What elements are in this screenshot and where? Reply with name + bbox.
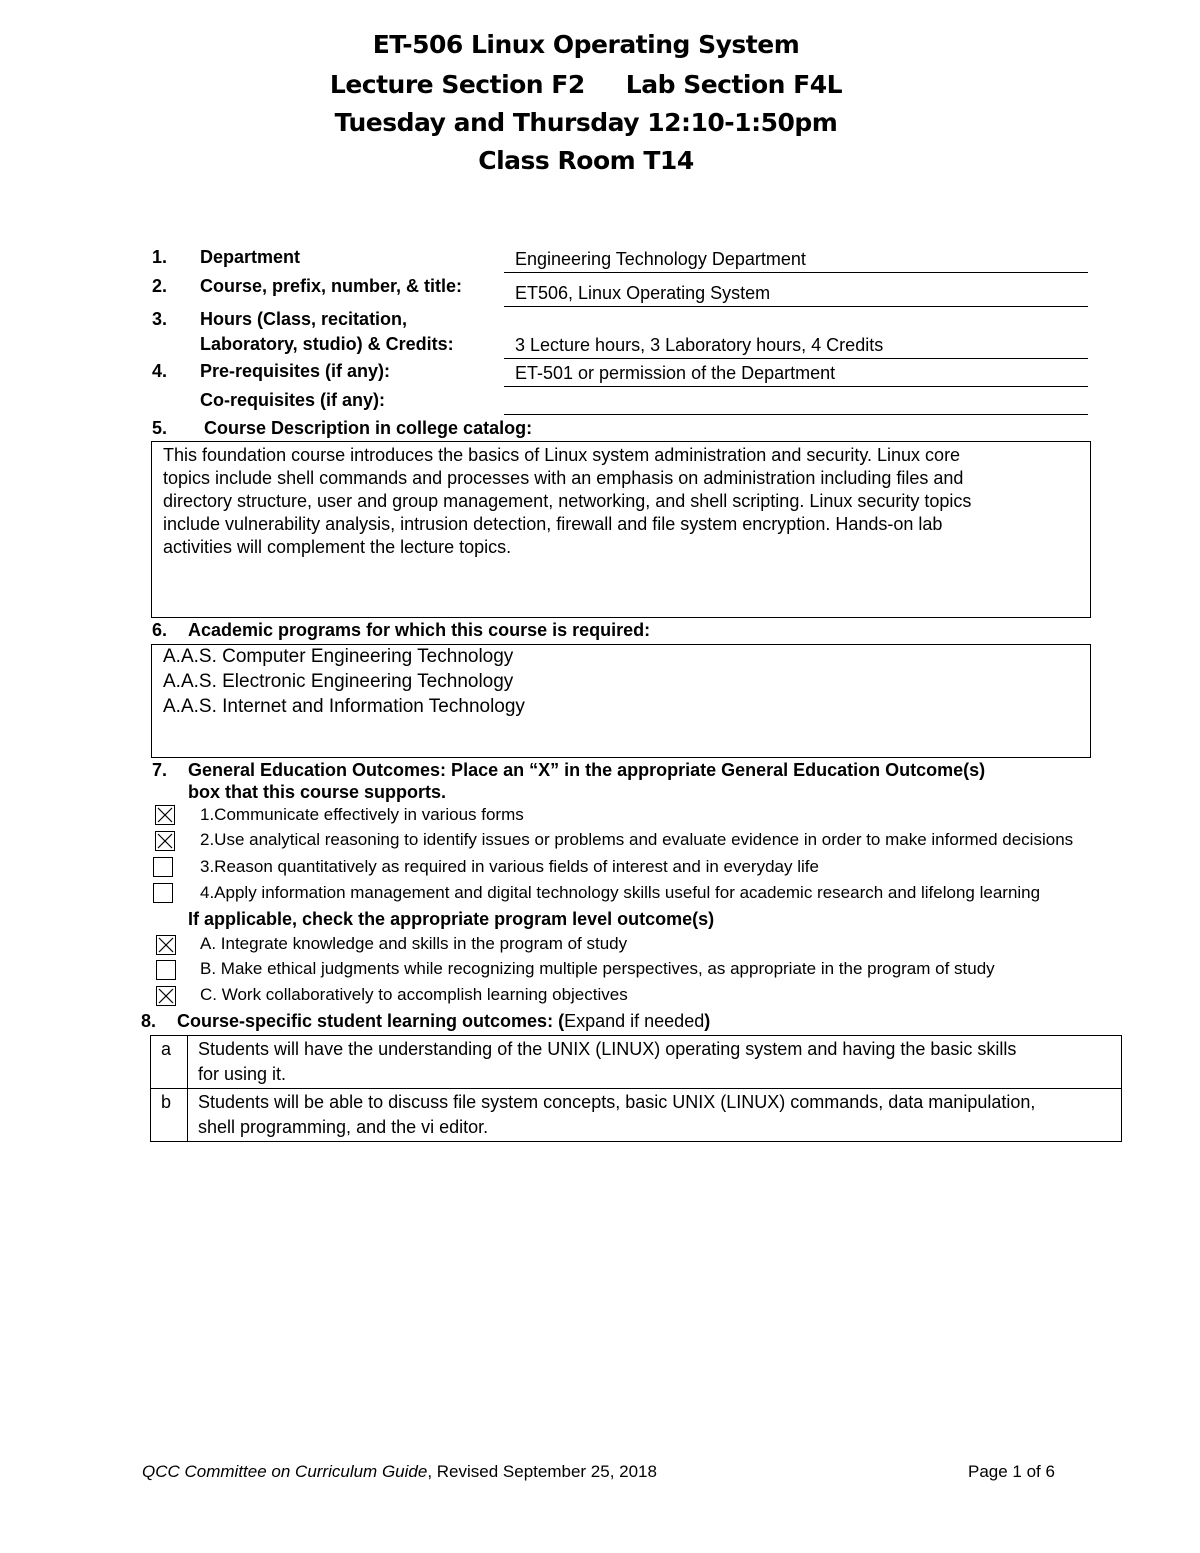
slo-text xyxy=(188,1036,1122,1089)
program-outcome-b: B. Make ethical judgments while recognizing multiple perspectives, as appropriate in the program of study xyxy=(200,959,995,978)
course-label: Course, prefix, number, & title: xyxy=(200,276,463,296)
description-heading: Course Description in college catalog: xyxy=(204,418,533,438)
slo-text-line: for using it. xyxy=(198,1064,287,1084)
slo-paren-open: ( xyxy=(558,1011,565,1031)
description-line: include vulnerability analysis, intrusion detection, firewall and file system encryption. Hands-on lab xyxy=(163,514,943,534)
program-outcome-checkbox-b[interactable] xyxy=(156,960,176,980)
slo-text-line: Students will be able to discuss file system concepts, basic UNIX (LINUX) commands, data manipulation, xyxy=(198,1092,1036,1112)
description-line: directory structure, user and group management, networking, and shell scripting. Linux security topics xyxy=(163,491,972,511)
program-outcome-checkbox-c[interactable] xyxy=(156,986,176,1006)
slo-heading-text: Course-specific student learning outcomes: xyxy=(177,1011,554,1031)
program-outcome-a: A. Integrate knowledge and skills in the program of study xyxy=(200,934,628,953)
description-text xyxy=(163,444,1073,559)
coreq-label: Co-requisites (if any): xyxy=(200,390,386,410)
gen-ed-outcome-2: 2.Use analytical reasoning to identify issues or problems and evaluate evidence in order to make informed decisions xyxy=(200,830,1074,849)
footer-guide xyxy=(142,1462,657,1482)
hours-label-line2: Laboratory, studio) & Credits: xyxy=(200,334,454,354)
gen-ed-checkbox-1[interactable] xyxy=(155,805,175,825)
description-line: activities will complement the lecture topics. xyxy=(163,537,512,557)
gen-ed-checkbox-2[interactable] xyxy=(155,831,175,851)
prereq-value: ET-501 or permission of the Department xyxy=(515,363,836,383)
slo-note: Expand if needed xyxy=(564,1011,705,1031)
section-number: 5. xyxy=(152,418,168,438)
gen-ed-heading-line1: General Education Outcomes: Place an “X” in the appropriate General Education Outcome(s) xyxy=(188,760,986,780)
section-info: Lecture Section F2 Lab Section F4L xyxy=(329,70,843,99)
field-number: 3. xyxy=(152,309,168,329)
hours-label-line1: Hours (Class, recitation, xyxy=(200,309,408,329)
slo-text-line: Students will have the understanding of the UNIX (LINUX) operating system and having the basic skills xyxy=(198,1039,1017,1059)
slo-heading xyxy=(177,1011,710,1032)
field-number: 1. xyxy=(152,247,168,267)
slo-text-line: shell programming, and the vi editor. xyxy=(198,1117,489,1137)
prereq-label: Pre-requisites (if any): xyxy=(200,361,391,381)
section-number: 8. xyxy=(141,1011,157,1031)
footer-revised: , Revised September 25, 2018 xyxy=(427,1462,657,1481)
program-item: A.A.S. Electronic Engineering Technology xyxy=(163,671,514,692)
slo-table xyxy=(150,1035,1122,1142)
department-label: Department xyxy=(200,247,301,267)
program-item: A.A.S. Computer Engineering Technology xyxy=(163,646,514,667)
underline xyxy=(504,358,1088,359)
gen-ed-checkbox-3[interactable] xyxy=(153,857,173,877)
page-number: Page 1 of 6 xyxy=(968,1462,1055,1481)
program-level-heading: If applicable, check the appropriate program level outcome(s) xyxy=(188,909,715,929)
field-number: 2. xyxy=(152,276,168,296)
table-row xyxy=(151,1036,1122,1089)
underline xyxy=(504,414,1088,415)
underline xyxy=(504,272,1088,273)
description-line: This foundation course introduces the basics of Linux system administration and security. Linux core xyxy=(163,445,961,465)
program-item: A.A.S. Internet and Information Technology xyxy=(163,696,525,717)
field-number: 4. xyxy=(152,361,168,381)
underline xyxy=(504,306,1088,307)
hours-value: 3 Lecture hours, 3 Laboratory hours, 4 Credits xyxy=(515,335,884,355)
table-row xyxy=(151,1089,1122,1142)
document-title: ET-506 Linux Operating System xyxy=(372,30,800,59)
section-number: 6. xyxy=(152,620,168,640)
slo-letter: a xyxy=(151,1036,188,1089)
slo-paren-close: ) xyxy=(704,1011,711,1031)
slo-text xyxy=(188,1089,1122,1142)
description-line: topics include shell commands and processes with an emphasis on administration including files and xyxy=(163,468,964,488)
underline xyxy=(504,386,1088,387)
footer-guide-title: QCC Committee on Curriculum Guide xyxy=(142,1462,428,1481)
gen-ed-outcome-3: 3.Reason quantitatively as required in various fields of interest and in everyday life xyxy=(200,857,819,876)
programs-heading: Academic programs for which this course is required: xyxy=(188,620,651,640)
gen-ed-checkbox-4[interactable] xyxy=(153,883,173,903)
section-number: 7. xyxy=(152,760,168,780)
schedule: Tuesday and Thursday 12:10-1:50pm xyxy=(334,108,838,137)
gen-ed-outcome-4: 4.Apply information management and digital technology skills useful for academic research and lifelong learning xyxy=(200,883,1041,902)
department-value: Engineering Technology Department xyxy=(515,249,806,269)
classroom: Class Room T14 xyxy=(478,146,694,175)
slo-letter: b xyxy=(151,1089,188,1142)
program-outcome-checkbox-a[interactable] xyxy=(156,935,176,955)
gen-ed-heading-line2: box that this course supports. xyxy=(188,782,447,802)
program-outcome-c: C. Work collaboratively to accomplish learning objectives xyxy=(200,985,628,1004)
course-value: ET506, Linux Operating System xyxy=(515,283,771,303)
gen-ed-outcome-1: 1.Communicate effectively in various forms xyxy=(200,805,524,824)
